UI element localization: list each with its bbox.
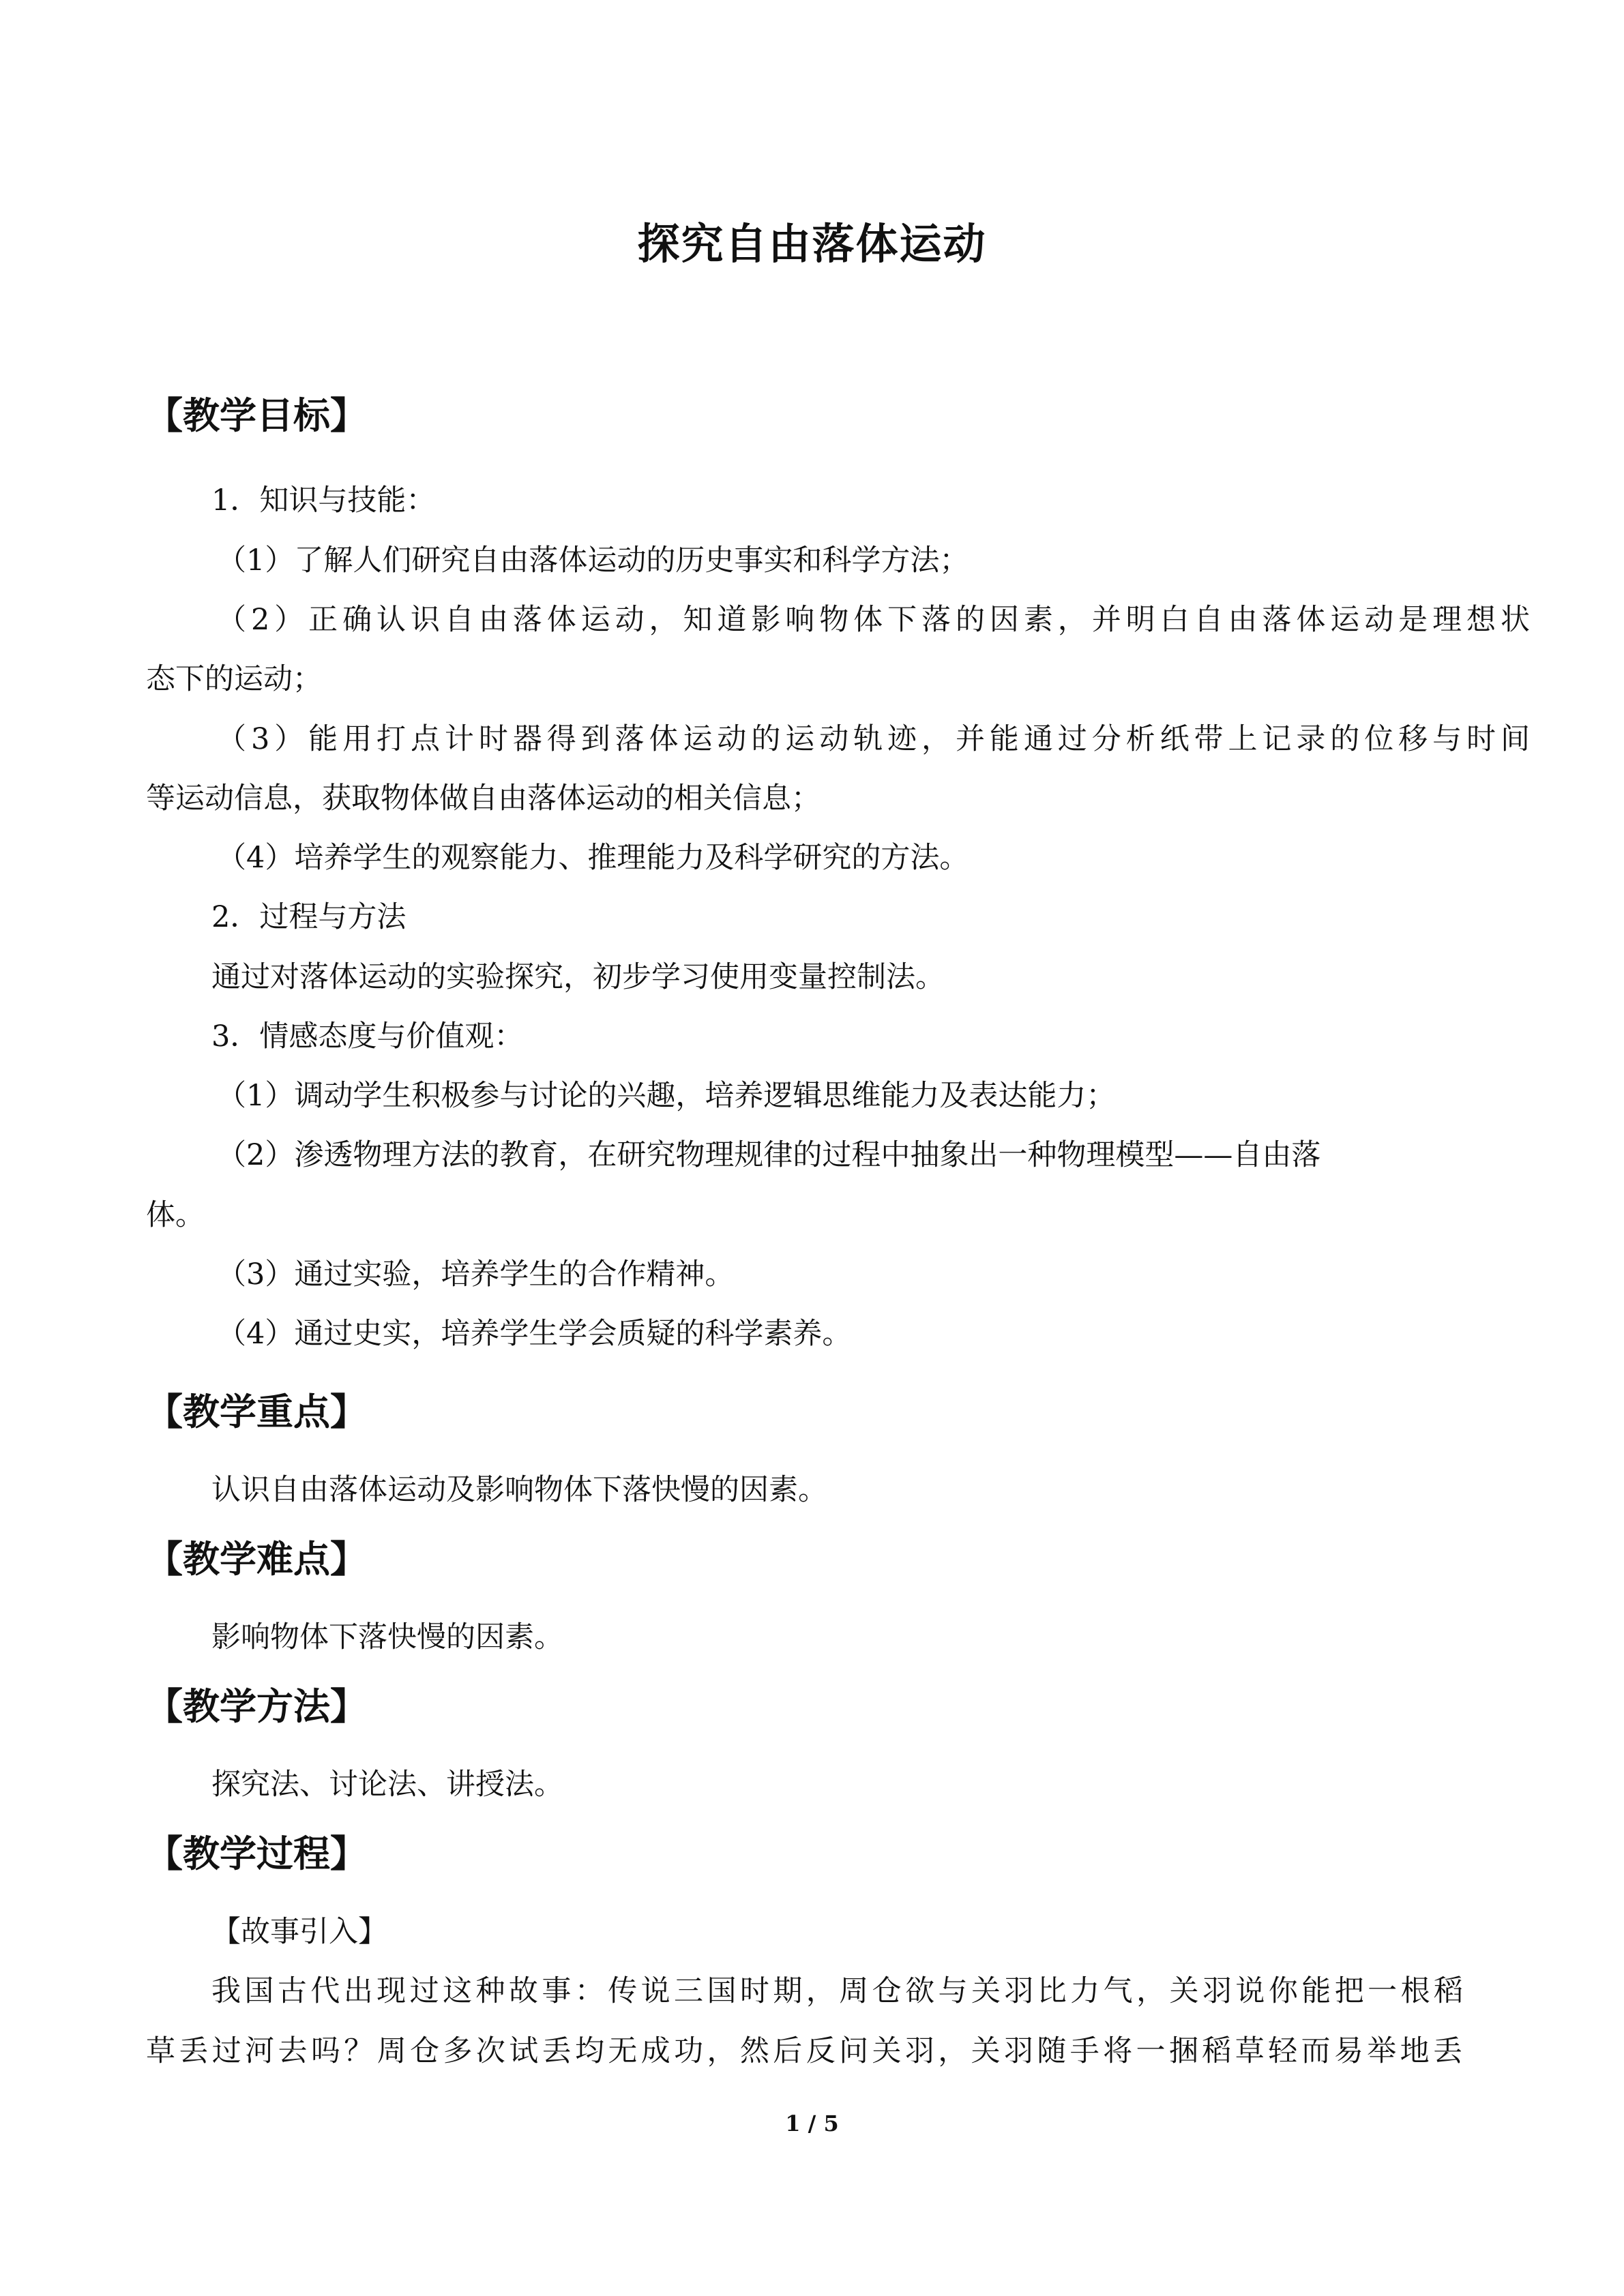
- objective-line: 2．过程与方法: [211, 900, 407, 934]
- objective-line: （4）通过史实，培养学生学会质疑的科学素养。: [217, 1317, 852, 1351]
- objective-line: （3）通过实验，培养学生的合作精神。: [217, 1257, 735, 1292]
- document-title: 探究自由落体运动: [637, 219, 987, 269]
- process-line: 草丢过河去吗？周仓多次试丢均无成功，然后反问关羽，关羽随手将一捆稻草轻而易举地丢: [146, 2034, 1462, 2068]
- objective-line: （2）正确认识自由落体运动，知道影响物体下落的因素，并明白自由落体运动是理想状: [217, 603, 1530, 637]
- objective-line: 等运动信息，获取物体做自由落体运动的相关信息；: [146, 781, 821, 816]
- process-subheading: 【故事引入】: [211, 1915, 387, 1949]
- methods-text: 探究法、讨论法、讲授法。: [211, 1768, 563, 1802]
- objective-line: 通过对落体运动的实验探究，初步学习使用变量控制法。: [211, 960, 945, 994]
- objective-line: （3）能用打点计时器得到落体运动的运动轨迹，并能通过分析纸带上记录的位移与时间: [217, 722, 1530, 756]
- section-heading-objectives: 【教学目标】: [146, 394, 367, 437]
- section-heading-methods: 【教学方法】: [146, 1685, 367, 1728]
- key-points-text: 认识自由落体运动及影响物体下落快慢的因素。: [211, 1473, 827, 1507]
- process-line: 我国古代出现过这种故事：传说三国时期，周仓欲与关羽比力气，关羽说你能把一根稻: [211, 1974, 1463, 2008]
- section-heading-process: 【教学过程】: [146, 1832, 367, 1875]
- objective-line: （1）调动学生积极参与讨论的兴趣，培养逻辑思维能力及表达能力；: [217, 1079, 1116, 1113]
- objective-line: 体。: [146, 1198, 205, 1232]
- section-heading-difficulties: 【教学难点】: [146, 1538, 367, 1581]
- objective-line: （1）了解人们研究自由落体运动的历史事实和科学方法；: [217, 543, 969, 578]
- section-heading-key-points: 【教学重点】: [146, 1390, 367, 1433]
- objective-line: 3．情感态度与价值观：: [211, 1019, 524, 1054]
- page-number: 1 / 5: [785, 2111, 839, 2136]
- objective-line: 态下的运动；: [146, 662, 322, 696]
- objective-line: （4）培养学生的观察能力、推理能力及科学研究的方法。: [217, 841, 969, 875]
- objective-line: （2）渗透物理方法的教育，在研究物理规律的过程中抽象出一种物理模型——自由落: [217, 1138, 1321, 1172]
- difficulties-text: 影响物体下落快慢的因素。: [211, 1620, 563, 1654]
- objective-line: 1．知识与技能：: [211, 483, 436, 518]
